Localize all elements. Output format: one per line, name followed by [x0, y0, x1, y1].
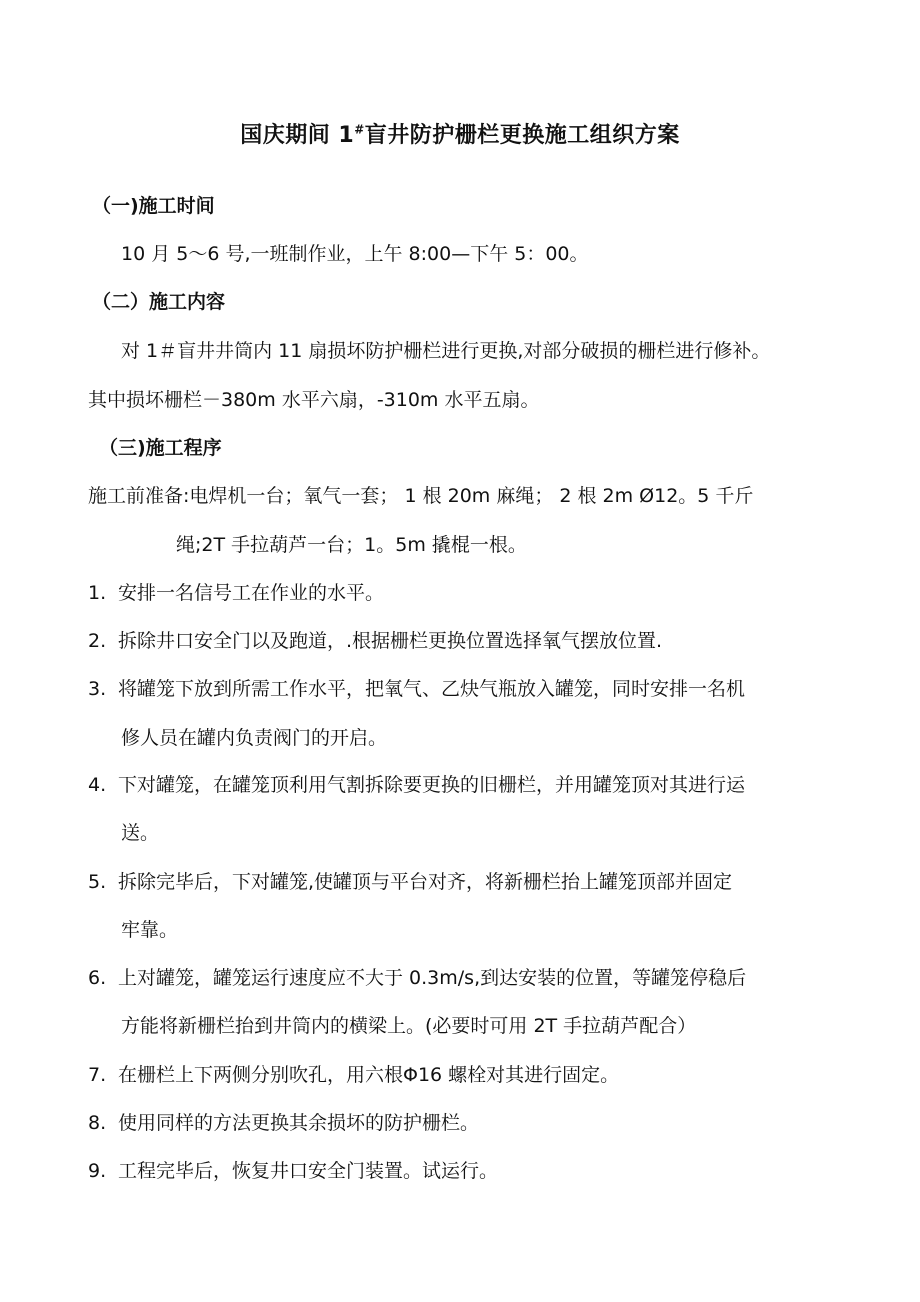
step-item [88, 680, 745, 699]
step-number: 7. [88, 1064, 107, 1086]
step-text-line2: 送。 [121, 822, 160, 844]
prep-line2: 绳;2T 手拉葫芦一台；1。5m 撬棍一根。 [176, 534, 527, 556]
step-number: 2. [88, 630, 107, 652]
title-prefix: 国庆期间 1 [240, 123, 355, 148]
step-text-line1: 在栅栏上下两侧分别吹孔，用六根Φ16 螺栓对其进行固定。 [118, 1064, 620, 1086]
section-heading-content: （二）施工内容 [92, 291, 226, 313]
section-heading-procedure: （三)施工程序 [99, 437, 222, 459]
section-body-time: 10 月 5～6 号,一班制作业，上午 8:00—下午 5：00。 [121, 243, 589, 265]
step-text-line1: 拆除完毕后，下对罐笼,使罐顶与平台对齐，将新栅栏抬上罐笼顶部并固定 [118, 871, 733, 893]
prep-line1: 施工前准备:电焊机一台；氧气一套； 1 根 20m 麻绳； 2 根 2m Ø12。5 千斤 [88, 485, 754, 507]
step-item [88, 1114, 479, 1133]
section-heading-time: （一)施工时间 [92, 195, 215, 217]
title-superscript: # [354, 122, 365, 137]
title-suffix: 盲井防护栅栏更换施工组织方案 [364, 123, 680, 148]
step-number: 3. [88, 678, 107, 700]
step-number: 6. [88, 967, 107, 989]
step-text-line1: 使用同样的方法更换其余损坏的防护栅栏。 [118, 1112, 480, 1134]
step-text-line1: 安排一名信号工在作业的水平。 [118, 582, 385, 604]
step-item [88, 1162, 498, 1181]
step-item [88, 873, 732, 892]
step-item [88, 632, 662, 651]
step-text-line1: 将罐笼下放到所需工作水平，把氧气、乙炔气瓶放入罐笼，同时安排一名机 [118, 678, 746, 700]
step-item [88, 969, 746, 988]
step-item [88, 1066, 619, 1085]
step-number: 1. [88, 582, 107, 604]
step-number: 9. [88, 1160, 107, 1182]
step-text-line1: 下对罐笼，在罐笼顶利用气割拆除要更换的旧栅栏，并用罐笼顶对其进行运 [118, 774, 746, 796]
step-number: 5. [88, 871, 107, 893]
step-text-line1: 上对罐笼，罐笼运行速度应不大于 0.3m/s,到达安装的位置，等罐笼停稳后 [118, 967, 747, 989]
section-body-content-line2: 其中损坏栅栏－380m 水平六扇，-310m 水平五扇。 [88, 389, 540, 411]
step-number: 8. [88, 1112, 107, 1134]
step-text-line2: 牢靠。 [121, 919, 179, 941]
step-text-line1: 拆除井口安全门以及跑道，.根据栅栏更换位置选择氧气摆放位置. [118, 630, 663, 652]
step-text-line2: 修人员在罐内负责阀门的开启。 [121, 727, 388, 749]
document-title [0, 118, 920, 149]
step-number: 4. [88, 774, 107, 796]
step-text-line2: 方能将新栅栏抬到井筒内的横梁上。(必要时可用 2T 手拉葫芦配合） [121, 1015, 697, 1037]
step-text-line1: 工程完毕后，恢复井口安全门装置。试运行。 [118, 1160, 499, 1182]
section-body-content-line1: 对 1＃盲井井筒内 11 扇损坏防护栅栏进行更换,对部分破损的栅栏进行修补。 [121, 340, 771, 362]
step-item [88, 584, 384, 603]
step-item [88, 776, 745, 795]
